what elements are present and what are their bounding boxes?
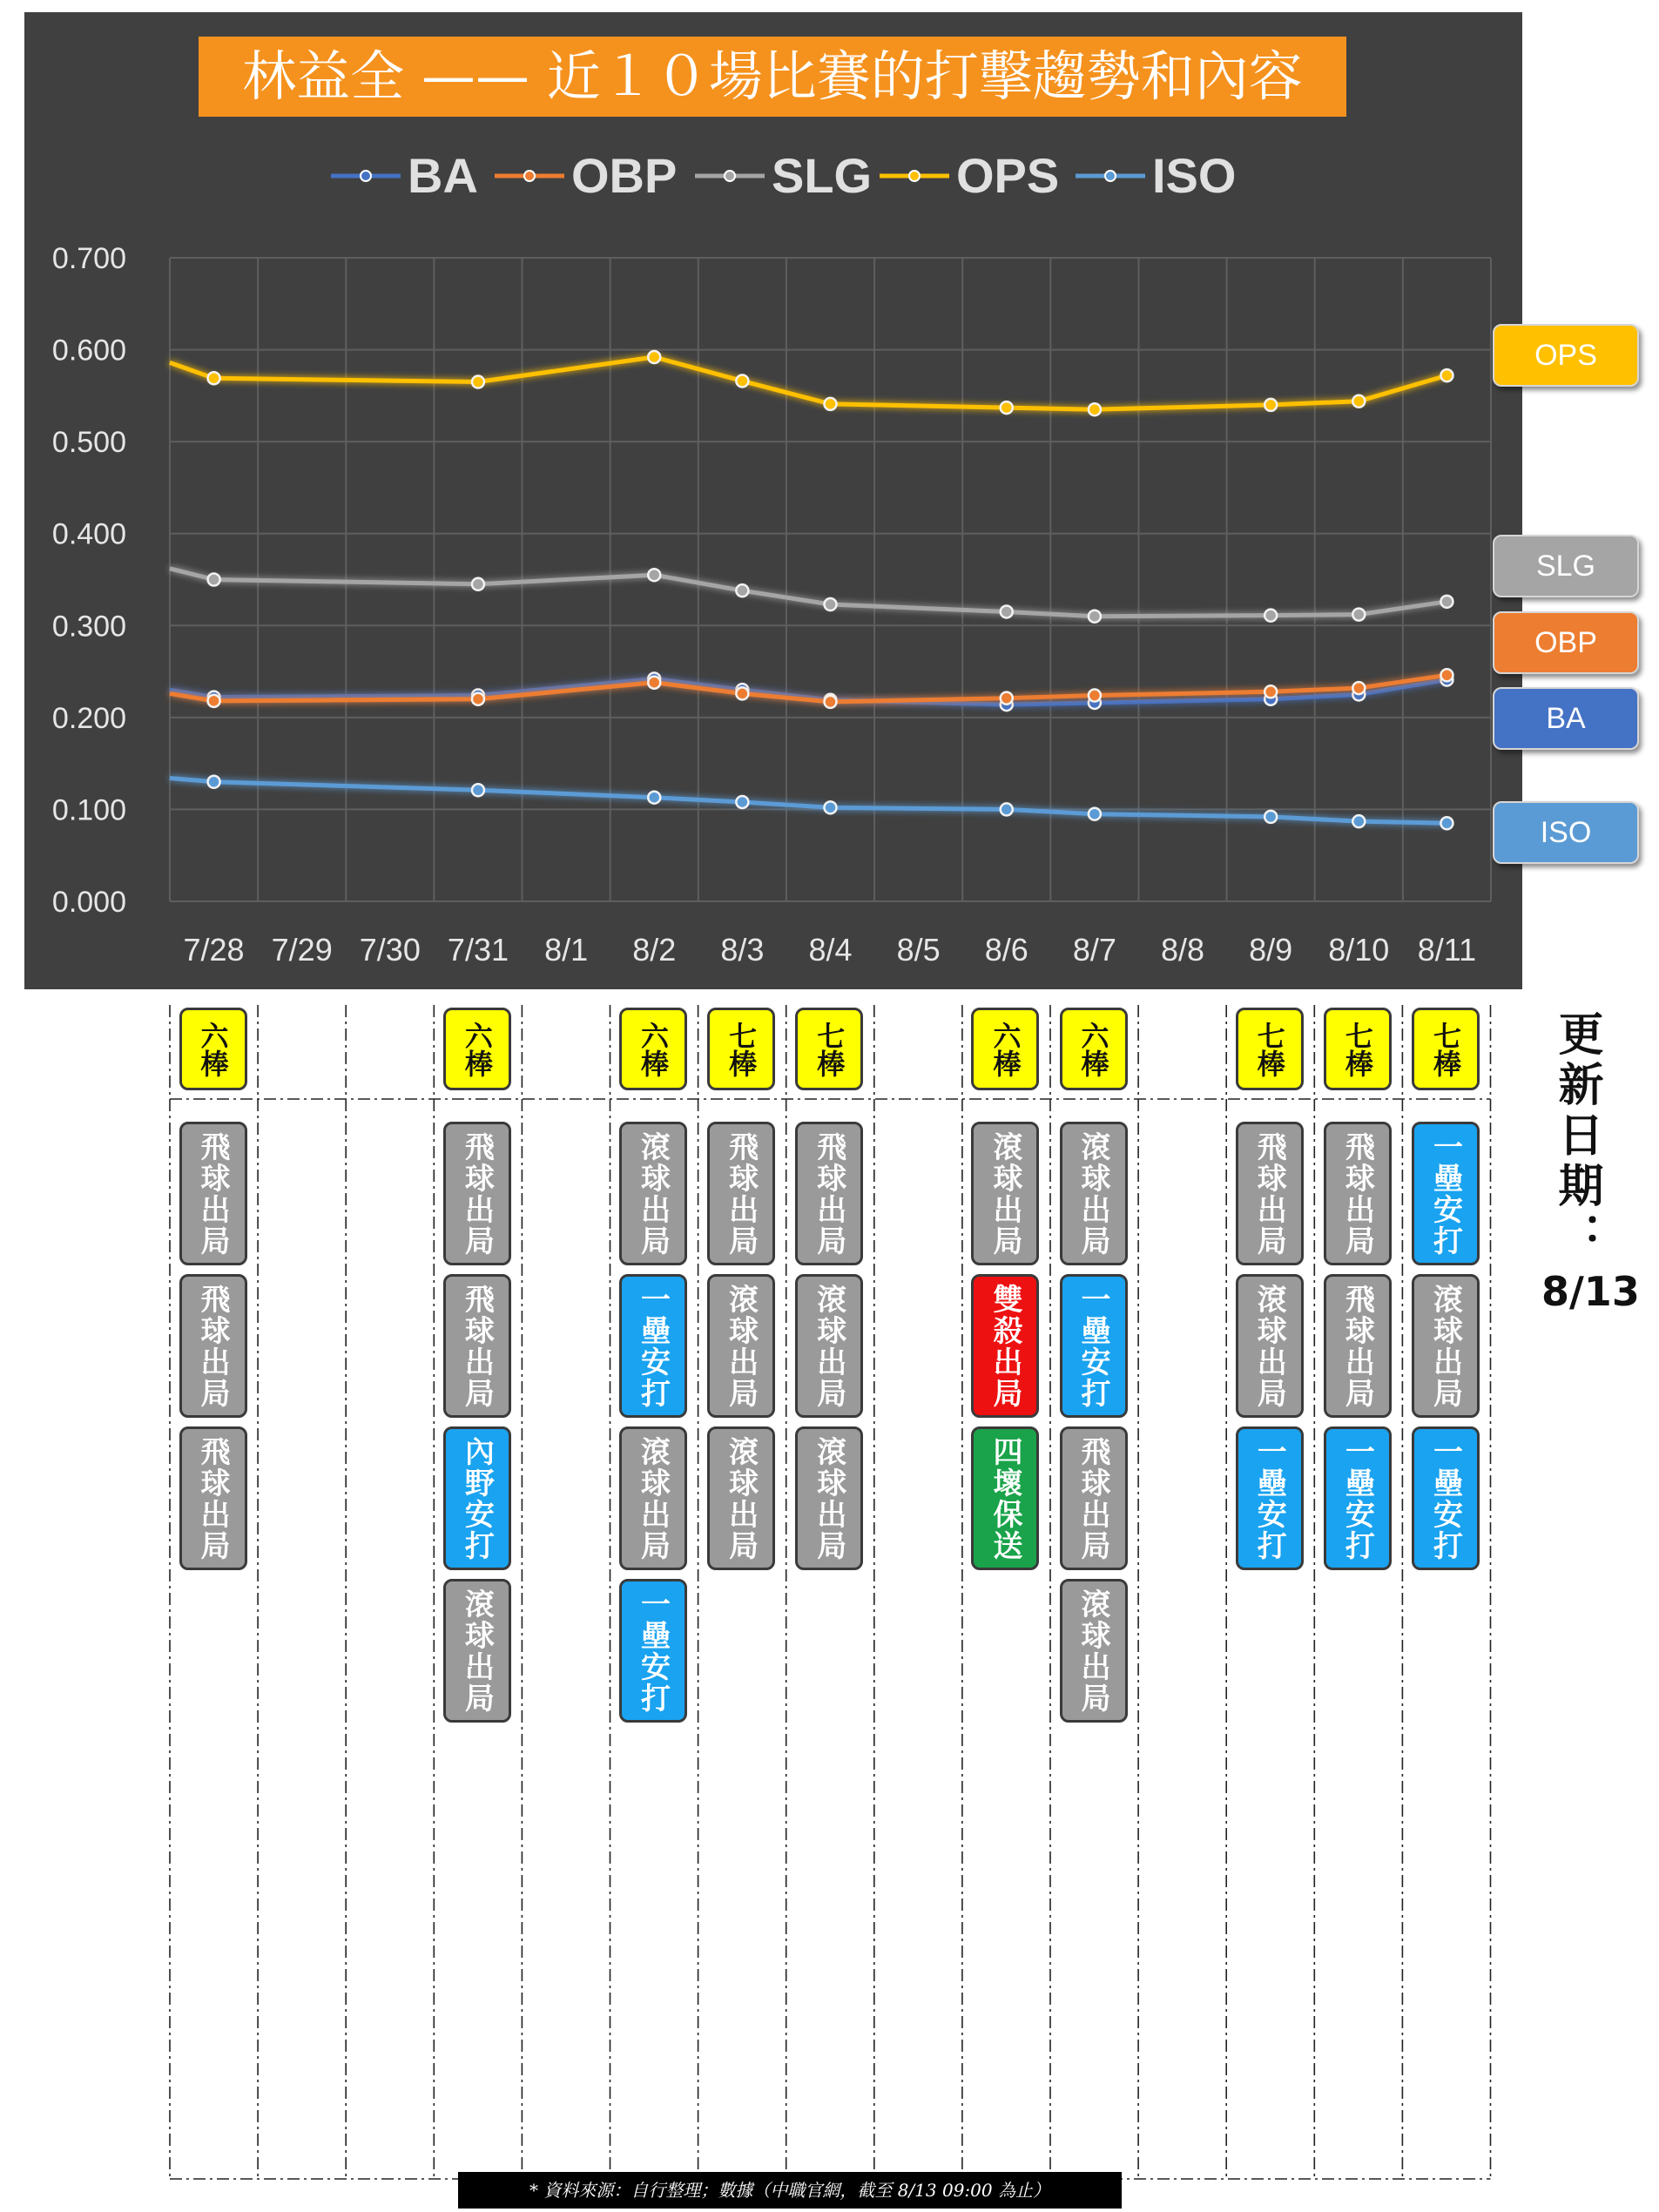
data-point-iso: [472, 784, 484, 796]
at-bat-result: 滾球出局: [619, 1426, 687, 1570]
y-tick-label: 0.700: [51, 242, 126, 275]
x-tick-label: 8/9: [1249, 932, 1293, 968]
chart-title: 林益全 —— 近１０場比賽的打擊趨勢和內容: [199, 37, 1346, 117]
at-bat-result: 滾球出局: [795, 1426, 863, 1570]
update-date: 8/13: [1541, 1268, 1640, 1315]
data-point-slg: [825, 598, 837, 610]
data-point-obp: [1089, 690, 1101, 702]
y-tick-label: 0.300: [51, 610, 126, 644]
data-point-obp: [208, 695, 220, 707]
data-point-iso: [1440, 817, 1453, 829]
data-point-slg: [1089, 610, 1101, 623]
data-point-obp: [472, 693, 484, 705]
at-bat-result: 滾球出局: [971, 1122, 1039, 1265]
at-bat-result: 四壞保送: [971, 1426, 1039, 1570]
y-tick-label: 0.400: [51, 517, 126, 551]
legend-marker: [524, 171, 535, 181]
at-bat-result: 滾球出局: [1412, 1274, 1480, 1418]
data-point-slg: [1264, 610, 1277, 622]
end-label-iso: ISO: [1493, 801, 1639, 864]
x-tick-label: 8/6: [984, 932, 1028, 968]
batting-order-badge: 七棒: [1236, 1008, 1304, 1090]
data-point-ops: [1440, 369, 1453, 381]
data-point-obp: [1001, 692, 1013, 705]
x-tick-label: 8/10: [1328, 932, 1390, 968]
data-point-slg: [472, 578, 484, 590]
data-point-iso: [648, 792, 660, 804]
y-tick-label: 0.000: [51, 886, 126, 919]
end-label-ba: BA: [1493, 687, 1639, 750]
data-point-iso: [1352, 815, 1365, 827]
trend-chart: [0, 0, 1659, 1001]
data-point-slg: [1352, 609, 1365, 621]
at-bat-result: 滾球出局: [619, 1122, 687, 1265]
at-bat-result: 飛球出局: [179, 1122, 247, 1265]
at-bat-result: 滾球出局: [707, 1274, 775, 1418]
at-bat-result: 一壘安打: [619, 1579, 687, 1723]
x-tick-label: 8/11: [1417, 932, 1477, 968]
x-tick-label: 7/29: [271, 932, 333, 968]
x-tick-label: 7/31: [447, 932, 509, 968]
y-tick-label: 0.600: [51, 334, 126, 368]
at-bat-result: 內野安打: [443, 1426, 511, 1570]
data-point-slg: [1001, 605, 1013, 617]
data-point-obp: [825, 696, 837, 708]
batting-order-badge: 六棒: [443, 1008, 511, 1090]
data-point-ops: [825, 398, 837, 410]
x-tick-label: 8/4: [808, 932, 853, 968]
legend-marker: [909, 171, 920, 181]
batting-order-badge: 七棒: [707, 1008, 775, 1090]
legend-marker: [361, 171, 371, 181]
data-point-slg: [648, 569, 660, 581]
x-tick-label: 8/8: [1161, 932, 1205, 968]
x-tick-label: 7/30: [359, 932, 421, 968]
at-bat-result: 飛球出局: [1324, 1274, 1392, 1418]
at-bat-result: 雙殺出局: [971, 1274, 1039, 1418]
data-point-obp: [1440, 669, 1453, 681]
data-point-ops: [472, 376, 484, 388]
x-tick-label: 8/5: [896, 932, 941, 968]
at-bat-result: 滾球出局: [1060, 1122, 1128, 1265]
end-label-slg: SLG: [1493, 535, 1639, 597]
y-tick-label: 0.200: [51, 701, 126, 735]
batting-order-badge: 六棒: [971, 1008, 1039, 1090]
at-bat-result: 飛球出局: [179, 1426, 247, 1570]
batting-order-badge: 六棒: [1060, 1008, 1128, 1090]
batting-order-badge: 七棒: [795, 1008, 863, 1090]
batting-order-badge: 七棒: [1412, 1008, 1480, 1090]
y-tick-label: 0.100: [51, 793, 126, 827]
legend-marker: [725, 171, 735, 181]
legend-label: ISO: [1152, 148, 1237, 203]
data-point-obp: [736, 687, 748, 699]
at-bat-result: 滾球出局: [1236, 1274, 1304, 1418]
data-point-slg: [1440, 596, 1453, 608]
at-bat-result: 一壘安打: [1236, 1426, 1304, 1570]
at-bat-result: 滾球出局: [795, 1274, 863, 1418]
at-bat-result: 飛球出局: [1060, 1426, 1128, 1570]
data-point-iso: [1089, 808, 1101, 820]
data-point-ops: [1089, 403, 1101, 415]
legend-label: OPS: [956, 148, 1060, 203]
at-bat-result: 飛球出局: [1324, 1122, 1392, 1265]
at-bat-result: 飛球出局: [707, 1122, 775, 1265]
data-point-slg: [208, 574, 220, 586]
data-point-iso: [208, 776, 220, 788]
y-tick-label: 0.500: [51, 426, 126, 460]
at-bat-result: 一壘安打: [619, 1274, 687, 1418]
at-bat-result: 滾球出局: [1060, 1579, 1128, 1723]
data-point-iso: [825, 801, 837, 813]
at-bat-result: 滾球出局: [707, 1426, 775, 1570]
batting-order-badge: 七棒: [1324, 1008, 1392, 1090]
x-tick-label: 7/28: [183, 932, 245, 968]
data-point-iso: [1001, 803, 1013, 815]
legend-label: BA: [408, 148, 478, 203]
legend-marker: [1105, 171, 1116, 181]
at-bat-result: 飛球出局: [443, 1122, 511, 1265]
update-label: 更新日期：: [1550, 1010, 1602, 1263]
data-point-ops: [1264, 399, 1277, 411]
at-bat-result: 一壘安打: [1412, 1122, 1480, 1265]
batting-order-badge: 六棒: [179, 1008, 247, 1090]
x-tick-label: 8/7: [1072, 932, 1116, 968]
end-label-obp: OBP: [1493, 611, 1639, 674]
data-point-obp: [1352, 682, 1365, 694]
at-bat-result: 一壘安打: [1060, 1274, 1128, 1418]
batting-order-badge: 六棒: [619, 1008, 687, 1090]
data-point-obp: [1264, 685, 1277, 698]
x-tick-label: 8/1: [544, 932, 589, 968]
at-bat-result: 飛球出局: [795, 1122, 863, 1265]
data-point-iso: [1264, 811, 1277, 823]
at-bat-result: 一壘安打: [1324, 1426, 1392, 1570]
legend-label: SLG: [772, 148, 873, 203]
x-axis: [184, 932, 1477, 968]
data-point-ops: [208, 372, 220, 384]
end-label-ops: OPS: [1493, 324, 1639, 387]
data-point-iso: [736, 796, 748, 808]
data-point-ops: [1001, 401, 1013, 414]
data-point-slg: [736, 584, 748, 597]
x-tick-label: 8/3: [720, 932, 765, 968]
legend-label: OBP: [571, 148, 678, 203]
at-bat-result: 飛球出局: [179, 1274, 247, 1418]
at-bat-result: 飛球出局: [443, 1274, 511, 1418]
at-bat-result: 一壘安打: [1412, 1426, 1480, 1570]
update-info: [1541, 1010, 1640, 1315]
source-note: * 資料來源：自行整理；數據（中職官網，截至 8/13 09:00 為止）: [458, 2172, 1122, 2209]
data-point-ops: [648, 351, 660, 363]
x-tick-label: 8/2: [632, 932, 677, 968]
data-point-ops: [736, 374, 748, 387]
at-bat-result: 滾球出局: [443, 1579, 511, 1723]
data-point-ops: [1352, 395, 1365, 408]
at-bat-result: 飛球出局: [1236, 1122, 1304, 1265]
data-point-obp: [648, 677, 660, 689]
